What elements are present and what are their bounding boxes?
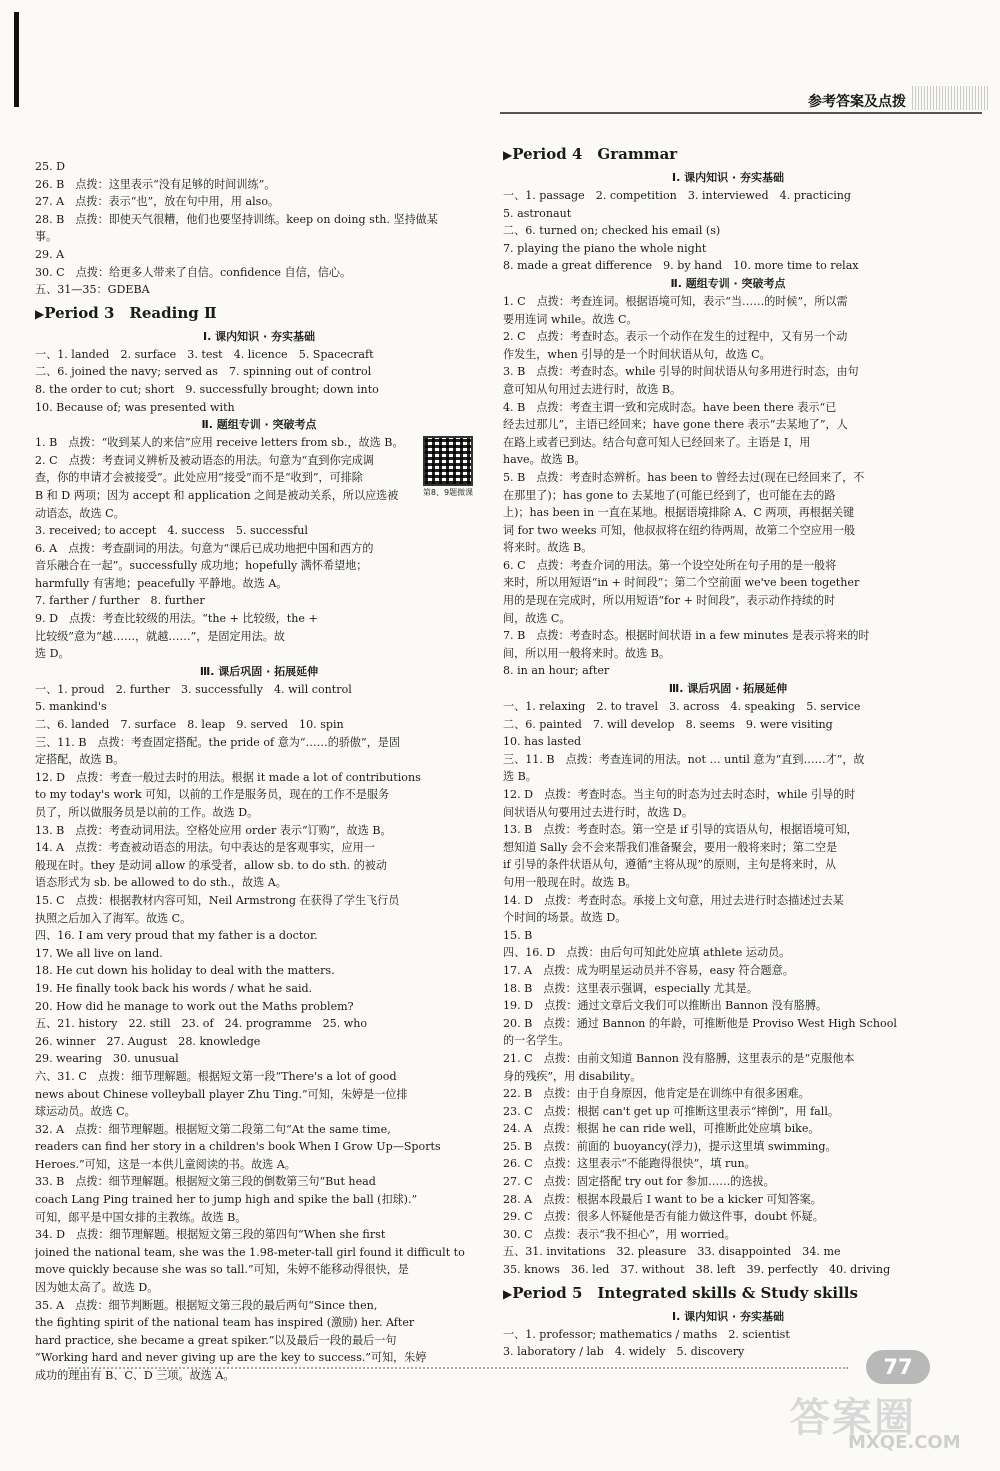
answer-line: 13. B 点拨：考查动词用法。空格处应用 order 表示“订购”，故选 B。 <box>35 823 392 837</box>
answer-line: 查，你的申请才会被接受”。此处应用“接受”而不是“收到”，可排除 <box>35 471 363 485</box>
answer-line: 比较级”意为“越……，就越……”，是固定用法。故 <box>35 629 285 643</box>
answer-line: 的一名学生。 <box>503 1034 570 1048</box>
answer-line: 7. B 点拨：考查时态。根据时间状语 in a few minutes 是表示将来的时 <box>503 629 870 643</box>
answer-line: 身的残疾”，用 disability。 <box>503 1069 642 1083</box>
answer-line: 26. C 点拨：这里表示“不能跑得很快”，填 run。 <box>503 1157 756 1171</box>
section-heading: Ⅰ. 课内知识 · 夯实基础 <box>672 171 784 184</box>
answer-line: 音乐融合在一起”。successfully 成功地；hopefully 满怀希望地； <box>35 559 368 573</box>
answer-line: 间状语从句要用过去进行时，故选 D。 <box>503 805 693 819</box>
section-heading: Ⅰ. 课内知识 · 夯实基础 <box>203 329 315 343</box>
qr-caption: 第8、9题微课 <box>422 488 474 498</box>
period-4-heading <box>503 142 953 167</box>
answer-line: 间，故选 C。 <box>503 611 571 625</box>
answer-line: 四、16. I am very proud that my father is a doctor. <box>35 929 318 943</box>
answer-line: 用的是现在完成时，所以用短语“for + 时间段”，表示动作持续的时 <box>503 594 836 608</box>
answer-line: 将来时。故选 B。 <box>503 541 593 555</box>
section-heading: Ⅲ. 课后巩固 · 拓展延伸 <box>199 664 319 678</box>
answer-line: 六、31. C 点拨：细节理解题。根据短文第一段“There's a lot of good <box>35 1069 397 1083</box>
answer-line: 间，所以用一般将来时。故选 B。 <box>503 646 670 660</box>
answer-line: 意可知从句用过去进行时，故选 B。 <box>503 382 682 396</box>
answers-block-2 <box>35 346 483 416</box>
answer-line: 24. A 点拨：根据 he can ride well，可推断此处应填 bike。 <box>503 1122 820 1136</box>
answer-line: 33. B 点拨：细节理解题。根据短文第三段的倒数第三句“But head <box>35 1175 376 1189</box>
answer-line: 五、21. history 22. still 23. of 24. programme 25. who <box>35 1017 368 1031</box>
answer-line: 三、11. B 点拨：考查连词的用法。not … until 意为“直到……才”，故 <box>503 752 865 766</box>
answer-line: 10. Because of; was presented with <box>35 400 235 414</box>
qr-code-icon <box>423 436 473 486</box>
answer-line: B 和 D 两项；因为 accept 和 application 之间是被动关系，所以应选被 <box>35 488 399 502</box>
answer-line: 28. A 点拨：根据本段最后 I want to be a kicker 可知答案。 <box>503 1192 822 1206</box>
triangle-right-icon: ▶ <box>503 1286 513 1301</box>
answer-line: 12. D 点拨：考查时态。当主句的时态为过去时态时，while 引导的时 <box>503 788 856 801</box>
left-column <box>35 158 483 1385</box>
answer-line: 上)；has been in 一直在某地。根据语境排除 A、C 两项，再根据关键 <box>503 506 855 520</box>
answer-line: 34. D 点拨：细节理解题。根据短文第三段的第四句“When she first <box>35 1228 386 1242</box>
answer-line: 30. C 点拨：表示“我不担心”，用 worried。 <box>503 1227 736 1241</box>
answer-line: 6. C 点拨：考查介词的用法。第一个设空处所在句子用的是一般将 <box>503 558 837 572</box>
answer-line: 15. B <box>503 928 533 942</box>
answer-line: readers can find her story in a children's book When I Grow Up—Sports <box>35 1140 441 1154</box>
watermark-url: MXQE.COM <box>848 1432 961 1453</box>
answer-line: 句用一般现在时。故选 B。 <box>503 875 637 889</box>
watermark-logo: 答案圈 <box>790 1395 916 1441</box>
answer-line: 20. B 点拨：通过 Bannon 的年龄，可推断他是 Proviso West High School <box>503 1016 897 1030</box>
answer-line: 经去过那儿”，主语已经回来；have gone there 表示“去某地了”，人 <box>503 418 848 432</box>
answers-block-4 <box>35 681 483 1385</box>
right-column <box>503 140 953 1361</box>
answer-line: 来时，所以用短语“in + 时间段”；第二个空前面 we've been together <box>503 576 860 590</box>
answer-line: 27. C 点拨：固定搭配 try out for 参加……的选拔。 <box>503 1175 775 1189</box>
answer-line: 员了，所以做服务员是以前的工作。故选 D。 <box>35 806 259 819</box>
answer-line: 26. winner 27. August 28. knowledge <box>35 1034 261 1048</box>
qr-code <box>419 436 477 508</box>
answer-line: 二、6. landed 7. surface 8. leap 9. served 10. spin <box>35 718 344 732</box>
header-rule <box>500 112 982 114</box>
period-4-title: Period 4 Grammar <box>512 145 678 163</box>
answer-line: 21. C 点拨：由前文知道 Bannon 没有胳膊，这里表示的是“克服他本 <box>503 1051 855 1065</box>
answer-line: 8. made a great difference 9. by hand 10. more time to relax <box>503 259 859 273</box>
answer-line: 35. knows 36. led 37. without 38. left 39. perfectly 40. driving <box>503 1263 891 1277</box>
answer-line: Heroes.”可知，这是一本供儿童阅读的书。故选 A。 <box>35 1157 296 1171</box>
answer-line: 15. C 点拨：根据教材内容可知，Neil Armstrong 在获得了学生飞行员 <box>35 893 400 907</box>
answer-line: 要用连词 while。故选 C。 <box>503 312 638 326</box>
answer-line: 25. B 点拨：前面的 buoyancy(浮力)，提示这里填 swimming。 <box>503 1139 837 1153</box>
answer-line: 在那里了)；has gone to 去某地了(可能已经到了，也可能在去的路 <box>503 488 836 502</box>
answer-line: if 引导的条件状语从句，遵循“主将从现”的原则，主句是将来时，从 <box>503 858 837 872</box>
triangle-right-icon: ▶ <box>35 306 45 321</box>
answer-line: 一、1. proud 2. further 3. successfully 4. will control <box>35 682 352 696</box>
answer-line: 五、31—35：GDEBA <box>35 283 150 297</box>
answer-line: 29. A <box>35 247 65 261</box>
answer-line: 29. C 点拨：很多人怀疑他是否有能力做这件事，doubt 怀疑。 <box>503 1210 824 1224</box>
answer-line: 三、11. B 点拨：考查固定搭配。the pride of 意为“……的骄傲”，是固 <box>35 735 400 749</box>
answer-line: 一、1. relaxing 2. to travel 3. across 4. speaking 5. service <box>503 700 861 714</box>
answer-line: 2. C 点拨：考查时态。表示一个动作在发生的过程中，又有另一个动 <box>503 330 848 344</box>
answer-line: 18. He cut down his holiday to deal with the matters. <box>35 964 335 978</box>
answer-line: 作发生，when 引导的是一个时间状语从句，故选 C。 <box>503 347 771 361</box>
answers-block-1 <box>35 158 483 299</box>
answer-line: 35. A 点拨：细节判断题。根据短文第三段的最后两句“Since then, <box>35 1298 378 1312</box>
footer-rule <box>68 1367 848 1369</box>
answers-block-7 <box>503 698 953 1279</box>
answers-block-5 <box>503 187 953 275</box>
answer-line: 12. D 点拨：考查一般过去时的用法。根据 it made a lot of contributions <box>35 770 421 784</box>
answer-line: 5. astronaut <box>503 206 572 220</box>
answer-line: 3. B 点拨：考查时态。while 引导的时间状语从句多用进行时态，由句 <box>503 365 859 379</box>
answer-line: 二、6. painted 7. will develop 8. seems 9. were visiting <box>503 717 833 731</box>
answer-line: 17. We all live on land. <box>35 946 163 960</box>
answer-line: 5. B 点拨：考查时态辨析。has been to 曾经去过(现在已经回来了，不 <box>503 470 865 484</box>
answer-line: 3. received; to accept 4. success 5. successful <box>35 524 308 538</box>
answer-line: 选 D。 <box>35 647 70 661</box>
answer-line: 四、16. D 点拨：由后句可知此处应填 athlete 运动员。 <box>503 946 791 960</box>
section-heading: Ⅱ. 题组专训 · 突破考点 <box>201 418 317 432</box>
answer-line: 7. farther / further 8. further <box>35 594 205 608</box>
answer-line: 27. A 点拨：表示“也”，放在句中用，用 also。 <box>35 195 280 209</box>
answer-line: 6. A 点拨：考查副词的用法。句意为“课后已成功地把中国和西方的 <box>35 541 374 555</box>
answer-line: 4. B 点拨：考查主谓一致和完成时态。have been there 表示“已 <box>503 400 837 414</box>
triangle-right-icon: ▶ <box>503 148 513 162</box>
period-5-title: Period 5 Integrated skills & Study skills <box>512 1283 858 1302</box>
answer-line: 9. D 点拨：考查比较级的用法。“the + 比较级，the + <box>35 612 318 626</box>
corner-mark <box>14 12 19 107</box>
answer-line: 19. D 点拨：通过文章后文我们可以推断出 Bannon 没有胳膊。 <box>503 999 828 1013</box>
answer-line: 选 B。 <box>503 770 537 784</box>
answer-line: 23. C 点拨：根据 can't get up 可推断这里表示“摔倒”，用 fall。 <box>503 1104 839 1118</box>
answer-line: news about Chinese volleyball player Zhu Ting.”可知，朱婷是一位排 <box>35 1087 408 1101</box>
answer-line: 执照之后加入了海军。故选 C。 <box>35 911 192 925</box>
answer-line: 般现在时。they 是动词 allow 的承受者，allow sb. to do sth. 的被动 <box>35 858 387 872</box>
answer-line: 13. B 点拨：考查时态。第一空是 if 引导的宾语从句，根据语境可知， <box>503 823 858 837</box>
answer-line: 32. A 点拨：细节理解题。根据短文第二段第二句“At the same time, <box>35 1122 391 1136</box>
answer-line: 8. in an hour; after <box>503 664 610 678</box>
answer-line: 5. mankind's <box>35 700 107 714</box>
answer-line: 语态形式为 sb. be allowed to do sth.，故选 A。 <box>35 876 287 890</box>
period-3-title: Period 3 Reading Ⅱ <box>44 303 217 322</box>
answer-line: 五、31. invitations 32. pleasure 33. disappointed 34. me <box>503 1245 841 1259</box>
answer-line: 可知，郎平是中国女排的主教练。故选 B。 <box>35 1210 247 1224</box>
answers-block-6 <box>503 293 953 680</box>
answer-line: 2. C 点拨：考查词义辨析及被动语态的用法。句意为“直到你完成调 <box>35 453 374 467</box>
answer-line: 10. has lasted <box>503 735 582 749</box>
answers-block-3-lines <box>35 434 483 663</box>
answer-line: “Working hard and never giving up are the key to success.”可知，朱婷 <box>35 1351 427 1365</box>
answer-line: 19. He finally took back his words / what he said. <box>35 981 313 995</box>
header-title: 参考答案及点拨 <box>808 94 906 110</box>
answer-line: 29. wearing 30. unusual <box>35 1052 179 1066</box>
answer-line: 17. A 点拨：成为明星运动员并不容易，easy 符合题意。 <box>503 963 794 977</box>
answer-line: 30. C 点拨：给更多人带来了自信。confidence 自信，信心。 <box>35 265 352 279</box>
answer-line: 1. B 点拨：“收到某人的来信”应用 receive letters from sb.，故选 B。 <box>35 436 404 450</box>
answer-line: 一、1. passage 2. competition 3. interviewed 4. practicing <box>503 189 852 202</box>
answer-line: have。故选 B。 <box>503 453 586 467</box>
answer-line: coach Lang Ping trained her to jump high and spike the ball (扣球).” <box>35 1193 418 1207</box>
page-number: 77 <box>866 1350 930 1384</box>
answers-block-3 <box>35 434 483 663</box>
section-heading: Ⅱ. 题组专训 · 突破考点 <box>670 276 786 290</box>
answer-line: 3. laboratory / lab 4. widely 5. discovery <box>503 1345 745 1359</box>
answer-line: 动语态，故选 C。 <box>35 506 125 520</box>
header-stripe-decoration <box>912 86 990 110</box>
period-5-heading <box>503 1281 953 1306</box>
answer-line: 18. B 点拨：这里表示强调，especially 尤其是。 <box>503 981 758 995</box>
answer-line: 7. playing the piano the whole night <box>503 241 707 255</box>
answer-line: 20. How did he manage to work out the Maths problem? <box>35 999 354 1013</box>
answer-line: 14. D 点拨：考查时态。承接上文句意，用过去进行时态描述过去某 <box>503 893 844 907</box>
answer-line: 1. C 点拨：考查连词。根据语境可知，表示“当……的时候”，所以需 <box>503 294 848 308</box>
period-3-heading <box>35 301 483 326</box>
answer-line: 14. A 点拨：考查被动语态的用法。句中表达的是客观事实，应用一 <box>35 841 375 855</box>
section-heading: Ⅰ. 课内知识 · 夯实基础 <box>672 1309 784 1323</box>
answer-line: 词 for two weeks 可知，他叔叔将在纽约待两周，故第二个空应用一般 <box>503 523 856 537</box>
answer-line: 定搭配，故选 B。 <box>35 753 125 767</box>
answer-line: 一、1. landed 2. surface 3. test 4. licence 5. Spacecraft <box>35 347 374 361</box>
answer-line: 在路上或者已到达。结合句意可知人已经回来了。主语是 I，用 <box>503 435 811 449</box>
answer-line: 个时间的场景。故选 D。 <box>503 911 627 925</box>
answer-line: hard practice, she became a great spiker.”以及最后一段的最后一句 <box>35 1333 397 1347</box>
answer-line: harmfully 有害地；peacefully 平静地。故选 A。 <box>35 576 288 590</box>
answer-line: 22. B 点拨：由于自身原因，他肯定是在训练中有很多困难。 <box>503 1087 810 1101</box>
answer-line: the fighting spirit of the national team has inspired (激励) her. After <box>35 1316 415 1330</box>
answer-line: 二、6. turned on; checked his email (s) <box>503 224 721 238</box>
answer-line: 因为她太高了。故选 D。 <box>35 1281 159 1295</box>
answer-line: 球运动员。故选 C。 <box>35 1105 136 1119</box>
answer-line: 28. B 点拨：即使天气很糟，他们也要坚持训练。keep on doing sth. 坚持做某 <box>35 212 438 226</box>
answer-line: to my today's work 可知，以前的工作是服务员，现在的工作不是服务 <box>35 788 390 802</box>
section-heading: Ⅲ. 课后巩固 · 拓展延伸 <box>668 682 788 696</box>
answer-line: 一、1. professor; mathematics / maths 2. scientist <box>503 1327 790 1341</box>
answer-line: 26. B 点拨：这里表示“没有足够的时间训练”。 <box>35 177 276 191</box>
answer-line: 想知道 Sally 会不会来帮我们准备聚会，要用一般将来时；第二空是 <box>503 840 838 854</box>
answer-line: move quickly because she was so tall.”可知，朱婷不能移动得很快，是 <box>35 1263 409 1277</box>
answer-line: 二、6. joined the navy; served as 7. spinning out of control <box>35 365 372 379</box>
answer-line: 成功的理由有 B、C、D 三项。故选 A。 <box>35 1369 235 1382</box>
answer-line: 事。 <box>35 230 58 244</box>
answer-line: 25. D <box>35 160 66 173</box>
answer-line: 8. the order to cut; short 9. successfully brought; down into <box>35 382 379 396</box>
answer-line: joined the national team, she was the 1.98-meter-tall girl found it difficult to <box>35 1245 465 1259</box>
